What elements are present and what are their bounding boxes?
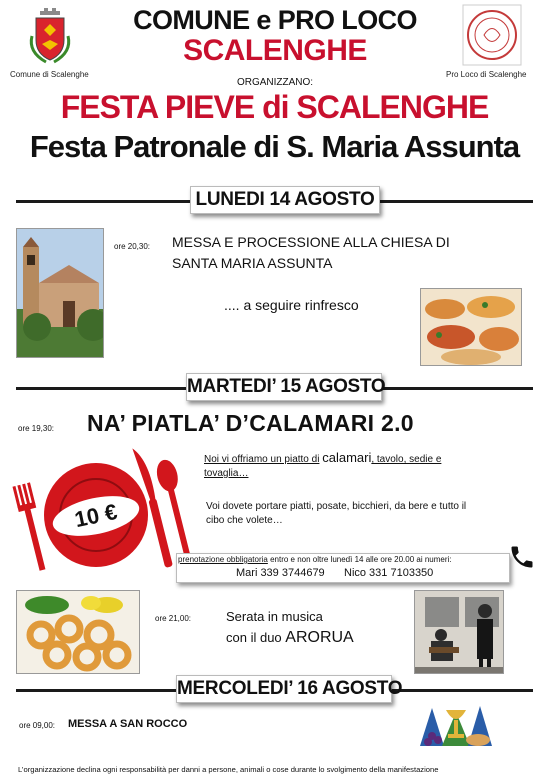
bring-line2: cibo che volete… bbox=[206, 515, 283, 526]
prenotazione-a: prenotazione obbligatoria bbox=[178, 555, 268, 564]
day1-line2: SANTA MARIA ASSUNTA bbox=[172, 255, 333, 271]
day3-banner: MERCOLEDI’ 16 AGOSTO bbox=[176, 675, 392, 703]
offer-d: tovaglia… bbox=[204, 468, 249, 479]
day2-event-title: NA’ PIATLA’ D’CALAMARI 2.0 bbox=[87, 410, 414, 436]
music-line2 bbox=[226, 629, 354, 647]
offer-b: calamari bbox=[322, 450, 372, 465]
organizzano-label: ORGANIZZANO: bbox=[236, 77, 314, 88]
proloco-caption: Pro Loco di Scalenghe bbox=[446, 70, 527, 79]
proloco-logo bbox=[462, 4, 522, 71]
duo-photo bbox=[414, 590, 504, 674]
music-band: ARORUA bbox=[285, 629, 354, 646]
phone-2: Nico 331 7103350 bbox=[344, 567, 434, 579]
prenotazione-b: entro e non oltre lunedì 14 alle ore 20.00 ai numeri: bbox=[267, 555, 452, 564]
day1-time: ore 20,30: bbox=[114, 242, 151, 251]
buffet-photo bbox=[420, 288, 522, 366]
offer-c: , tavolo, sedie e bbox=[371, 454, 442, 465]
day1-rinfresco: .... a seguire rinfresco bbox=[224, 297, 359, 313]
day1-banner: LUNEDI 14 AGOSTO bbox=[190, 186, 380, 214]
day1-line1: MESSA E PROCESSIONE ALLA CHIESA DI bbox=[172, 234, 450, 250]
music-line1: Serata in musica bbox=[226, 609, 323, 624]
festa-pieve-title: FESTA PIEVE di SCALENGHE bbox=[60, 89, 489, 125]
church-photo bbox=[16, 228, 104, 358]
price-tag: 10 € bbox=[49, 489, 143, 543]
bring-text bbox=[206, 500, 526, 528]
day2-banner: MARTEDI’ 15 AGOSTO bbox=[186, 373, 382, 401]
chalice-icon bbox=[416, 700, 496, 753]
phone-1: Mari 339 3744679 bbox=[236, 567, 325, 579]
header-title-scalenghe: SCALENGHE bbox=[183, 34, 367, 67]
music-line2-a: con il duo bbox=[226, 630, 286, 645]
festa-patronale-title: Festa Patronale di S. Maria Assunta bbox=[29, 129, 520, 164]
offer-text bbox=[204, 451, 524, 481]
bring-line1: Voi dovete portare piatti, posate, bicchieri, da bere e tutto il bbox=[206, 501, 467, 512]
prenotazione-text bbox=[178, 555, 452, 564]
footer-disclaimer: L’organizzazione declina ogni responsabilità per danni a persone, animali o cose durante lo svolgimento della manifestazione bbox=[18, 765, 439, 774]
music-time: ore 21,00: bbox=[155, 614, 192, 623]
phone-icon bbox=[508, 543, 536, 576]
comune-logo bbox=[26, 6, 74, 71]
offer-a: Noi vi offriamo un piatto di bbox=[204, 454, 320, 465]
day3-time: ore 09,00: bbox=[19, 721, 56, 730]
day3-event: MESSA A SAN ROCCO bbox=[68, 718, 188, 730]
day2-time: ore 19,30: bbox=[18, 424, 55, 433]
comune-caption: Comune di Scalenghe bbox=[10, 70, 89, 79]
calamari-photo bbox=[16, 590, 140, 674]
header-title-comune: COMUNE e PRO LOCO bbox=[133, 5, 417, 35]
